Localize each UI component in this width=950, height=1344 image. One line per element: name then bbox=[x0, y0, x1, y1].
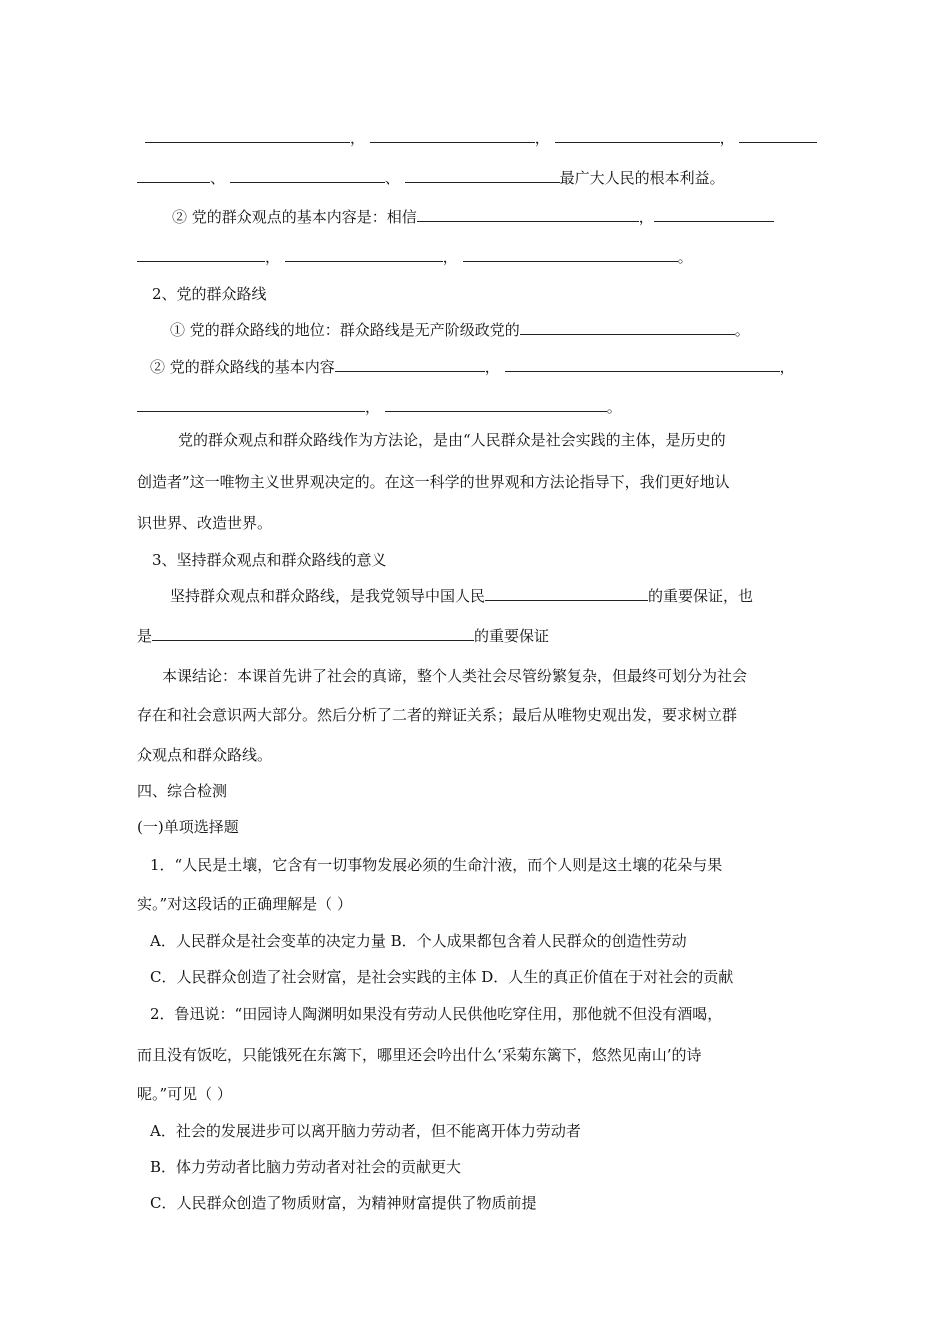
blank-line-4 bbox=[137, 397, 622, 417]
question-1-line: 1．“人民是土壤，它含有一切事物发展必须的生命汁液，而个人则是这土壤的花朵与果 bbox=[150, 856, 723, 874]
separator: ， bbox=[265, 248, 281, 266]
blank[interactable] bbox=[520, 321, 735, 335]
blank[interactable] bbox=[405, 169, 560, 183]
blank[interactable] bbox=[739, 129, 817, 143]
blank[interactable] bbox=[137, 398, 365, 412]
line-lead: 是 bbox=[137, 627, 153, 645]
line-lead: 坚持群众观点和群众路线，是我党领导中国人民 bbox=[170, 587, 486, 605]
question-1-option[interactable]: A．人民群众是社会变革的决定力量 B．个人成果都包含着人民群众的创造性劳动 bbox=[150, 932, 687, 950]
sub-heading: (一)单项选择题 bbox=[137, 818, 239, 836]
question-2-option[interactable]: C．人民群众创造了物质财富，为精神财富提供了物质前提 bbox=[150, 1194, 537, 1212]
separator: ， bbox=[719, 129, 735, 147]
line-tail: 最广大人民的根本利益。 bbox=[559, 169, 725, 187]
separator: ， bbox=[638, 208, 654, 226]
blank[interactable] bbox=[654, 208, 774, 222]
blank-line-1 bbox=[145, 128, 817, 148]
blank[interactable] bbox=[370, 129, 535, 143]
item-lead: ① 党的群众路线的地位：群众路线是无产阶级政党的 bbox=[170, 321, 520, 339]
blank[interactable] bbox=[335, 358, 485, 372]
blank[interactable] bbox=[152, 627, 474, 641]
paragraph-line: 党的群众观点和群众路线作为方法论，是由“人民群众是社会实践的主体，是历史的 bbox=[178, 431, 726, 449]
blank-line-2 bbox=[137, 168, 725, 188]
item-lead: ② 党的群众路线的基本内容 bbox=[150, 358, 335, 376]
section-heading: 2、党的群众路线 bbox=[152, 285, 267, 303]
item-lead: ② 党的群众观点的基本内容是：相信 bbox=[172, 208, 417, 226]
blank[interactable] bbox=[230, 169, 385, 183]
conclusion-line: 众观点和群众路线。 bbox=[137, 746, 273, 764]
blank[interactable] bbox=[463, 248, 678, 262]
blank[interactable] bbox=[137, 169, 210, 183]
significance-line bbox=[137, 626, 549, 646]
separator: ， bbox=[484, 358, 500, 376]
question-2-line: 而且没有饭吃，只能饿死在东篱下，哪里还会吟出什么‘采菊东篱下，悠然见南山’的诗 bbox=[137, 1046, 702, 1064]
part-heading: 四、综合检测 bbox=[137, 782, 228, 800]
question-2-option[interactable]: B．体力劳动者比脑力劳动者对社会的贡献更大 bbox=[150, 1158, 462, 1176]
separator: ， bbox=[365, 398, 381, 416]
line-end: 。 bbox=[606, 398, 622, 416]
section-heading: 3、坚持群众观点和群众路线的意义 bbox=[152, 551, 387, 569]
blank[interactable] bbox=[137, 248, 265, 262]
line-end: 。 bbox=[734, 321, 750, 339]
blank[interactable] bbox=[385, 398, 607, 412]
blank[interactable] bbox=[505, 358, 780, 372]
blank[interactable] bbox=[285, 248, 443, 262]
question-2-line: 2．鲁迅说：“田园诗人陶渊明如果没有劳动人民供他吃穿住用，那他就不但没有酒喝， bbox=[150, 1005, 723, 1023]
line-tail: 的重要保证，也 bbox=[648, 587, 754, 605]
mass-viewpoint-content bbox=[172, 207, 774, 227]
blank[interactable] bbox=[417, 208, 639, 222]
separator: ， bbox=[534, 129, 550, 147]
separator: 、 bbox=[210, 169, 226, 187]
blank-line-3 bbox=[137, 247, 693, 267]
blank[interactable] bbox=[145, 129, 350, 143]
separator: 、 bbox=[384, 169, 400, 187]
line-end: 。 bbox=[677, 248, 693, 266]
separator: ， bbox=[442, 248, 458, 266]
paragraph-line: 创造者”这一唯物主义世界观决定的。在这一科学的世界观和方法论指导下，我们更好地认 bbox=[137, 473, 730, 491]
conclusion-line: 存在和社会意识两大部分。然后分析了二者的辩证关系；最后从唯物史观出发，要求树立群 bbox=[137, 706, 738, 724]
mass-line-content bbox=[150, 357, 795, 377]
question-2-line: 呢。”可见（ ） bbox=[137, 1085, 232, 1103]
mass-line-status bbox=[170, 320, 750, 340]
blank[interactable] bbox=[555, 129, 720, 143]
blank[interactable] bbox=[485, 587, 648, 601]
question-1-option[interactable]: C．人民群众创造了社会财富，是社会实践的主体 D．人生的真正价值在于对社会的贡献 bbox=[150, 968, 734, 986]
paragraph-line: 识世界、改造世界。 bbox=[137, 514, 273, 532]
conclusion-line: 本课结论：本课首先讲了社会的真谛，整个人类社会尽管纷繁复杂，但最终可划分为社会 bbox=[162, 667, 748, 685]
line-tail: 的重要保证 bbox=[474, 627, 550, 645]
significance-line bbox=[170, 586, 753, 606]
separator: ， bbox=[779, 358, 795, 376]
separator: ， bbox=[350, 129, 366, 147]
question-1-line: 实。”对这段话的正确理解是（ ） bbox=[137, 895, 352, 913]
question-2-option[interactable]: A．社会的发展进步可以离开脑力劳动者，但不能离开体力劳动者 bbox=[150, 1122, 581, 1140]
